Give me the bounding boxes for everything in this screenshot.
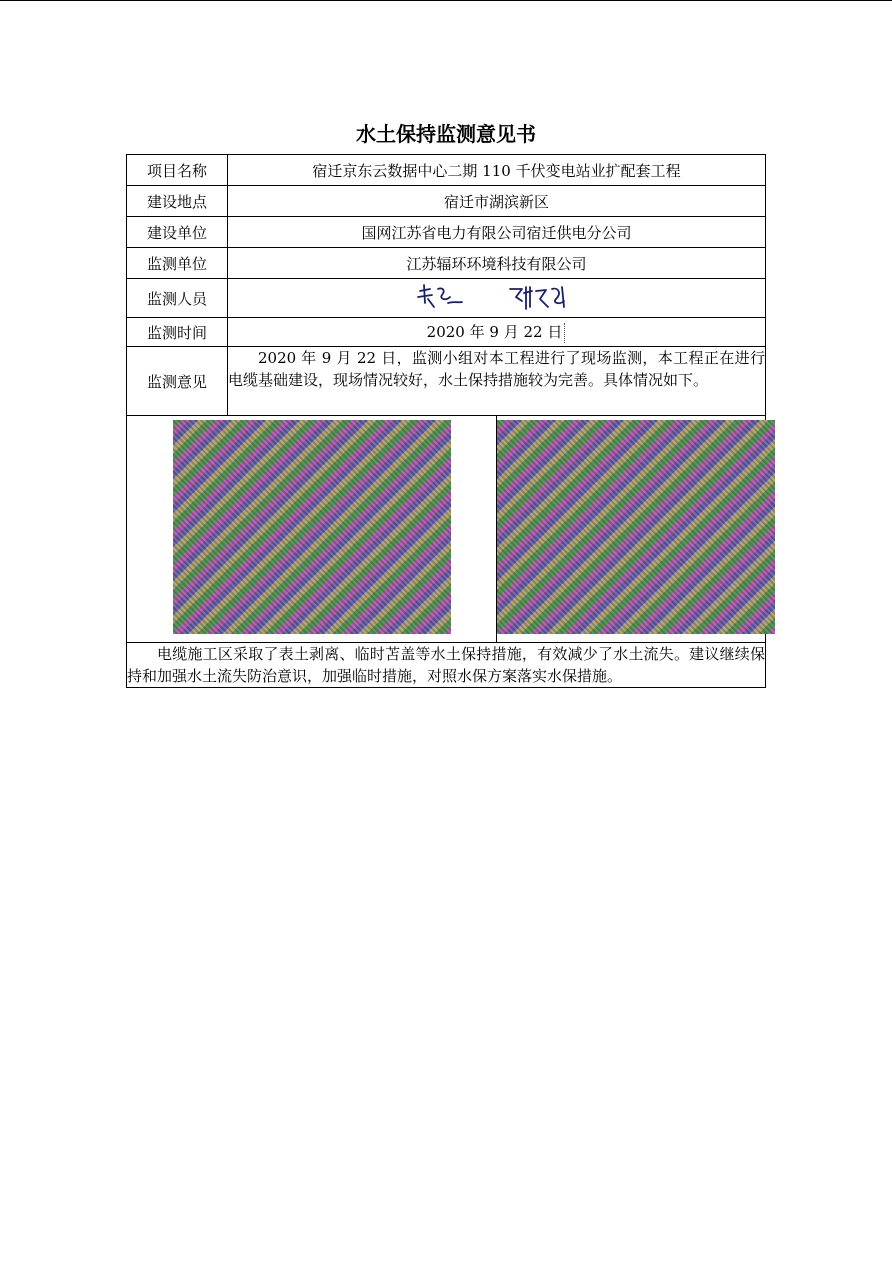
project-name-value: 宿迁京东云数据中心二期 110 千伏变电站业扩配套工程	[228, 155, 766, 186]
handwritten-signature-image	[412, 281, 582, 315]
table-row	[127, 643, 766, 688]
table-row	[127, 347, 766, 416]
document-title: 水土保持监测意见书	[356, 122, 536, 146]
conclusion-text: 电缆施工区采取了表土剥离、临时苫盖等水土保持措施，有效减少了水土流失。建议继续保持和加强水土流失防治意识，加强临时措施，对照水保方案落实水保措施。	[127, 643, 766, 688]
site-photo-cell-left	[127, 416, 497, 643]
monitoring-time-cell	[228, 318, 766, 347]
construction-unit-value: 国网江苏省电力有限公司宿迁供电分公司	[228, 217, 766, 248]
monitoring-staff-signatures	[228, 279, 766, 318]
table-row	[127, 186, 766, 217]
site-photo-1	[173, 420, 451, 634]
monitoring-opinion-text: 2020 年 9 月 22 日，监测小组对本工程进行了现场监测，本工程正在进行电缆基础建设，现场情况较好，水土保持措施较为完善。具体情况如下。	[228, 347, 766, 416]
page-top-border	[0, 0, 892, 1]
site-photos-row	[127, 416, 766, 643]
table-row	[127, 217, 766, 248]
monitoring-staff-label: 监测人员	[127, 279, 228, 318]
monitoring-time-value: 2020 年 9 月 22 日	[426, 323, 563, 341]
table-row	[127, 279, 766, 318]
table-row	[127, 318, 766, 347]
site-photo-cell-right	[497, 416, 766, 643]
project-name-label: 项目名称	[127, 155, 228, 186]
construction-site-label: 建设地点	[127, 186, 228, 217]
monitoring-unit-label: 监测单位	[127, 248, 228, 279]
table-row	[127, 248, 766, 279]
date-marker	[564, 323, 566, 343]
monitoring-form-table	[126, 154, 766, 688]
monitoring-time-label: 监测时间	[127, 318, 228, 347]
table-row	[127, 155, 766, 186]
construction-site-value: 宿迁市湖滨新区	[228, 186, 766, 217]
construction-unit-label: 建设单位	[127, 217, 228, 248]
monitoring-opinion-label: 监测意见	[127, 347, 228, 416]
site-photo-2	[497, 420, 775, 634]
monitoring-unit-value: 江苏辐环环境科技有限公司	[228, 248, 766, 279]
